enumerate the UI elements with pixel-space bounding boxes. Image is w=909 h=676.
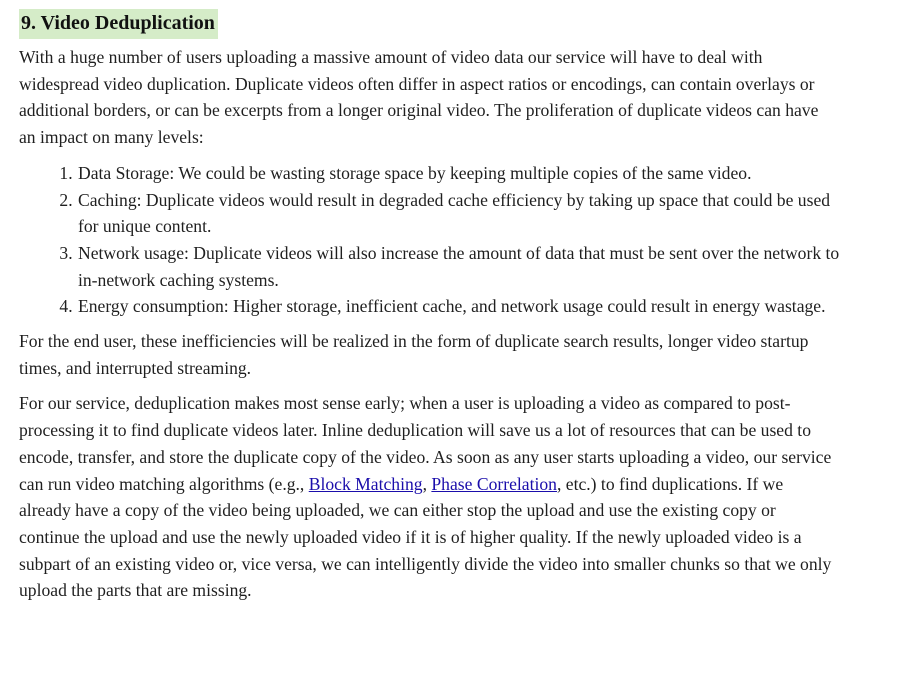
link-separator: , xyxy=(422,473,432,494)
service-text-after-links: , etc.) to find duplications. If we already have a copy of the video being uploaded, we can either stop the upload and use the existing copy or continue the upload and use the newly uploaded video if it is of higher quality. If the newly uploaded video is a subpart of an existing video or, vice versa, we can intelligently divide the video into smaller chunks so that we only upload the parts that are missing. xyxy=(19,473,832,601)
block-matching-link[interactable]: Block Matching xyxy=(308,473,423,494)
impact-list xyxy=(19,160,842,320)
service-paragraph xyxy=(19,390,839,604)
list-item: 3. Network usage: Duplicate videos will also increase the amount of data that must be sent over the network to in-network caching systems. xyxy=(77,240,842,293)
list-item: 4. Energy consumption: Higher storage, inefficient cache, and network usage could result in energy wastage. xyxy=(77,293,842,320)
intro-paragraph: With a huge number of users uploading a massive amount of video data our service will have to deal with widespread video duplication. Duplicate videos often differ in aspect ratios or encodings, can contain overlays or additional borders, or can be excerpts from a longer original video. The proliferation of duplicate videos can have an impact on many levels: xyxy=(19,47,819,148)
service-text-before-links: For our service, deduplication makes most sense early; when a user is uploading a video as compared to post-processing it to find duplicate videos later. Inline deduplication will save us a lot of resources that can be used to encode, transfer, and store the duplicate copy of the video. As soon as any user starts uploading a video, our service can run video matching algorithms (e.g., xyxy=(19,393,832,494)
list-item: 1. Data Storage: We could be wasting storage space by keeping multiple copies of the same video. xyxy=(77,160,842,187)
list-item: 2. Caching: Duplicate videos would result in degraded cache efficiency by taking up space that could be used for unique content. xyxy=(77,187,842,240)
section-title: 9. Video Deduplication xyxy=(19,9,218,39)
end-user-paragraph: For the end user, these inefficiencies will be realized in the form of duplicate search results, longer video startup times, and interrupted streaming. xyxy=(19,331,809,378)
phase-correlation-link[interactable]: Phase Correlation xyxy=(431,473,557,494)
